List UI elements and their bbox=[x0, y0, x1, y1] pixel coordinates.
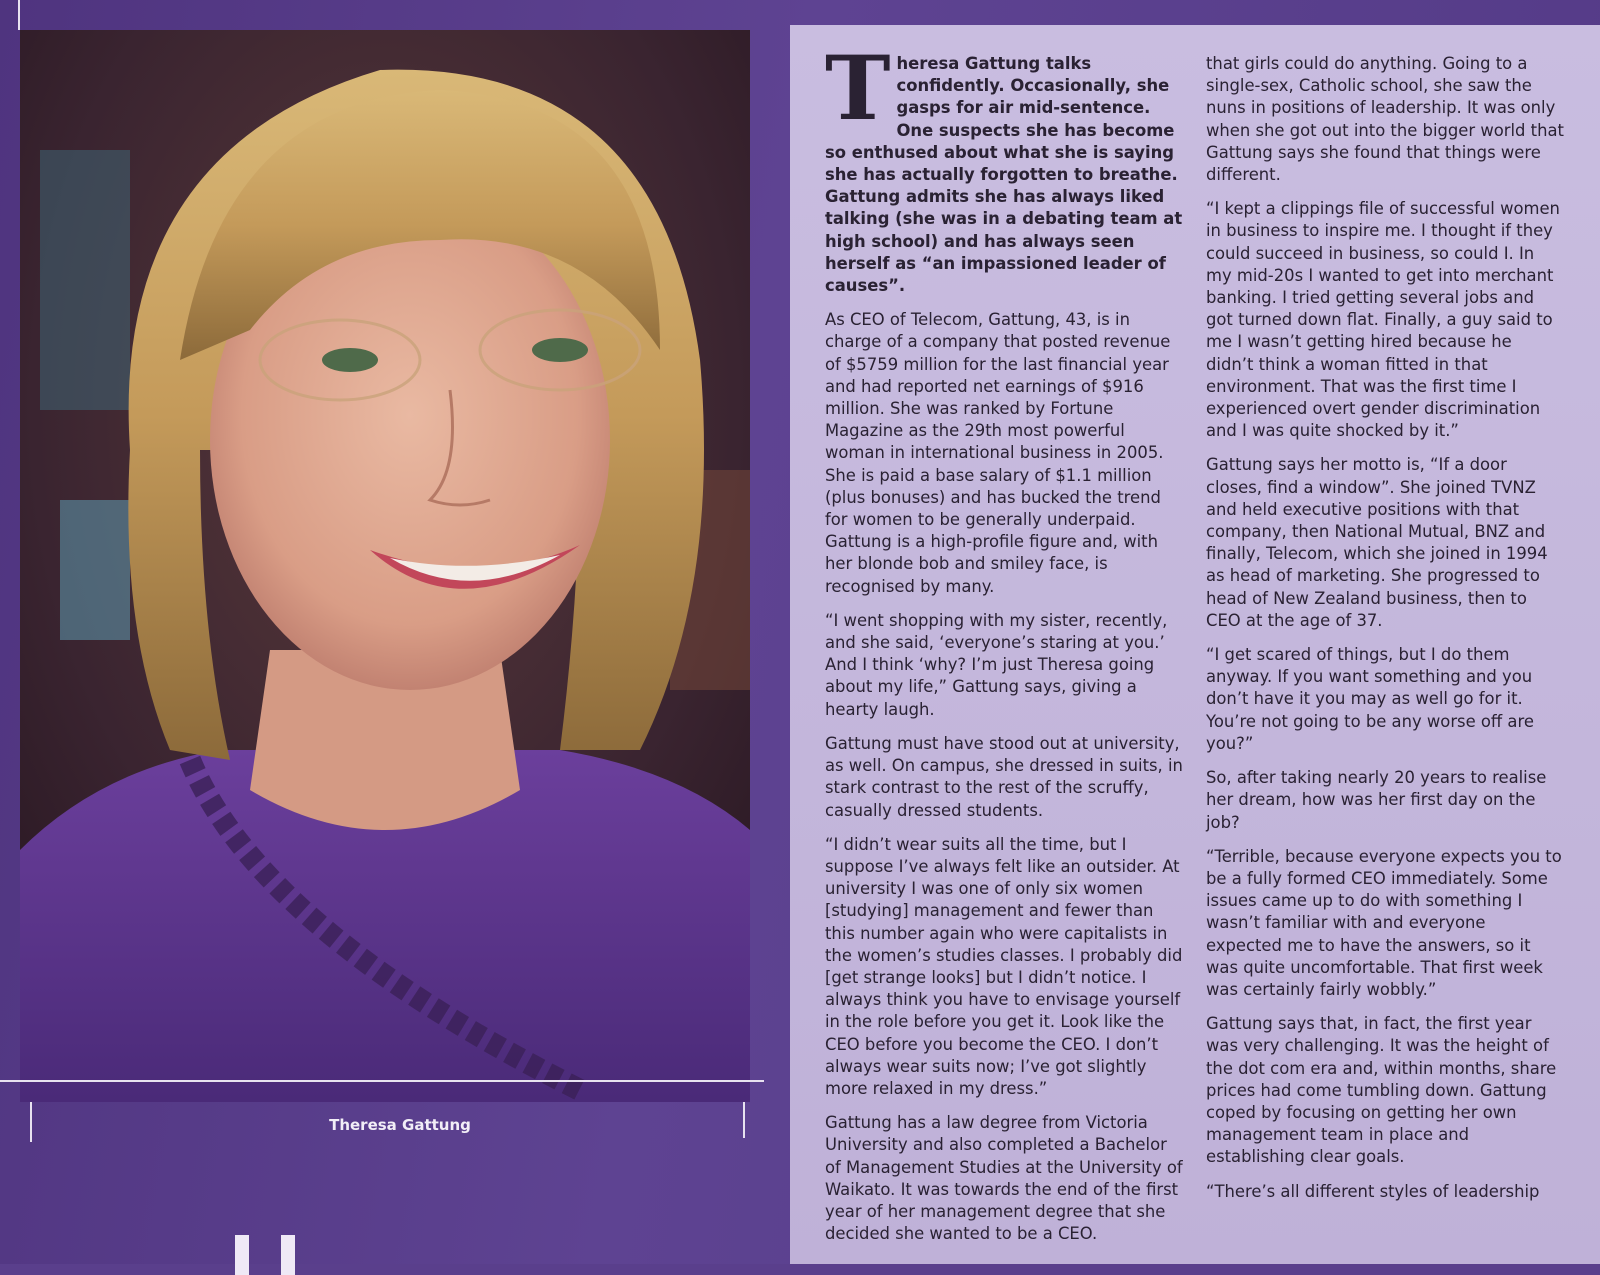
paragraph: Gattung says that, in fact, the first year was very challenging. It was the height of the dot com era and, within months, share prices had come tumbling down. Gattung coped by focusing on getting her own management team in place and establishing clear goals. bbox=[1206, 1014, 1557, 1167]
paragraph: So, after taking nearly 20 years to realise her dream, how was her first day on the job? bbox=[1206, 768, 1547, 832]
drop-cap: T bbox=[825, 36, 891, 140]
paragraph: Gattung says her motto is, “If a door closes, find a window”. She joined TVNZ and held executive positions with that company, then National Mutual, BNZ and finally, Telecom, which she joined in 1994 as head of marketing. She progressed to head of New Zealand business, then to CEO at the age of 37. bbox=[1206, 455, 1548, 630]
paragraph: “There’s all different styles of leadership bbox=[1206, 1181, 1540, 1201]
headline-fragment bbox=[235, 1235, 295, 1275]
paragraph: “Terrible, because everyone expects you to be a fully formed CEO immediately. Some issues came up to do with something I wasn’t familiar with and everyone expected me to have the answers, so it was quite uncomfortable. That first week was certainly fairly wobbly.” bbox=[1206, 846, 1562, 999]
article-column-1 bbox=[825, 36, 1183, 1257]
lede-text: heresa Gattung talks confidently. Occasionally, she gasps for air mid-sentence. One suspects she has become so enthused about what she is saying she has actually forgotten to breathe. Gattung admits she has always liked talking (she was in a debating team at high school) and has always seen herself as “an impassioned leader of causes”. bbox=[825, 54, 1183, 296]
paragraph: Gattung must have stood out at university, as well. On campus, she dressed in suits, in stark contrast to the rest of the scruffy, casually dressed students. bbox=[825, 733, 1183, 820]
paragraph: “I get scared of things, but I do them anyway. If you want something and you don’t have it you may as well go for it. You’re not going to be any worse off are you?” bbox=[1206, 645, 1534, 753]
article-lede bbox=[825, 36, 1183, 297]
paragraph: Gattung has a law degree from Victoria University and also completed a Bachelor of Management Studies at the University of Waikato. It was towards the end of the first year of her management degree that she decided she wanted to be a CEO. bbox=[825, 1113, 1183, 1244]
frame-line bbox=[30, 1102, 32, 1142]
photo-caption: Theresa Gattung bbox=[329, 1116, 471, 1134]
frame-line bbox=[0, 1080, 764, 1082]
frame-line bbox=[743, 1102, 745, 1138]
article-text-panel bbox=[790, 25, 1600, 1264]
paragraph: As CEO of Telecom, Gattung, 43, is in charge of a company that posted revenue of $5759 million for the last financial year and had reported net earnings of $916 million. She was ranked by Fortune Magazine as the 29th most powerful woman in international business in 2005. She is paid a base salary of $1.1 million (plus bonuses) and has bucked the trend for women to be generally underpaid. Gattung is a high-profile figure and, with her blonde bob and smiley face, is recognised by many. bbox=[825, 310, 1171, 596]
frame-line bbox=[18, 0, 20, 30]
portrait-illustration bbox=[20, 30, 750, 1102]
paragraph: “I didn’t wear suits all the time, but I suppose I’ve always felt like an outsider. At university I was one of only six women [studying] management and fewer than this number again who were capitalists in the women’s studies classes. I probably did [get strange looks] but I didn’t notice. I always think you have to envisage yourself in the role before you get it. Look like the CEO before you become the CEO. I don’t always wear suits now; I’ve got slightly more relaxed in my dress.” bbox=[825, 834, 1183, 1098]
paragraph: that girls could do anything. Going to a single-sex, Catholic school, she saw the nuns in positions of leadership. It was only when she got out into the bigger world that Gattung says she found that things were different. bbox=[1206, 54, 1564, 185]
paragraph: “I kept a clippings file of successful women in business to inspire me. I thought if they could succeed in business, so could I. In my mid-20s I wanted to get into merchant banking. I tried getting several jobs and got turned down flat. Finally, a guy said to me I wasn’t getting hired because he didn’t think a woman fitted in that environment. That was the first time I experienced overt gender discrimination and I was quite shocked by it.” bbox=[1206, 199, 1560, 441]
article-column-2 bbox=[1206, 53, 1564, 1215]
paragraph: “I went shopping with my sister, recently, and she said, ‘everyone’s staring at you.’ And I think ‘why? I’m just Theresa going about my life,” Gattung says, giving a hearty laugh. bbox=[825, 610, 1168, 719]
portrait-photo bbox=[20, 30, 750, 1102]
